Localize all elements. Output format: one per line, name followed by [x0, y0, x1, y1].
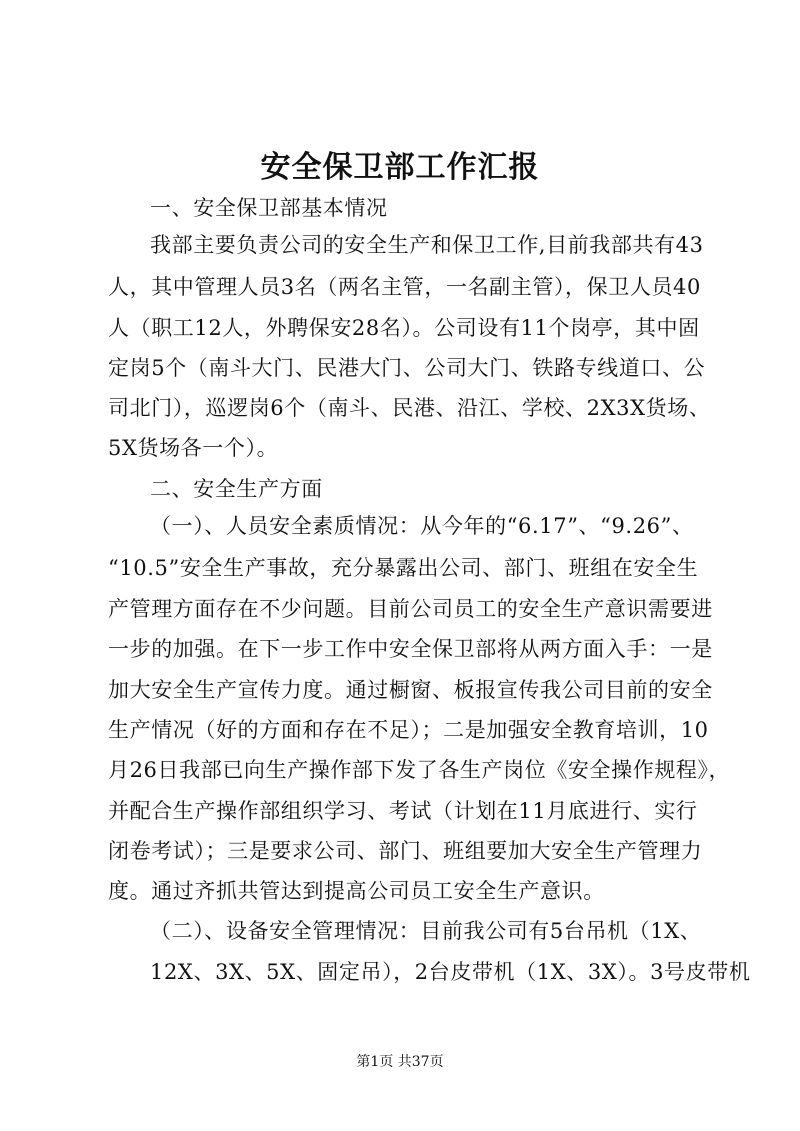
- paragraph-line: 我部主要负责公司的安全生产和保卫工作,目前我部共有43: [150, 233, 704, 257]
- paragraph-line: 12X、3X、5X、固定吊），2台皮带机（1X、3X）。3号皮带机: [150, 960, 751, 984]
- paragraph-line: 定岗5个（南斗大门、民港大门、公司大门、铁路专线道口、公: [108, 356, 706, 380]
- paragraph-line: 加大安全生产宣传力度。通过橱窗、板报宣传我公司目前的安全: [108, 678, 713, 702]
- paragraph-line: 5X货场各一个）。: [108, 436, 279, 460]
- section-heading-1: 一、安全保卫部基本情况: [150, 196, 388, 220]
- paragraph-line: 人（职工12人，外聘保安28名）。公司设有11个岗亭，其中固: [108, 316, 700, 340]
- paragraph-line: 生产情况（好的方面和存在不足）；二是加强安全教育培训，10: [108, 718, 709, 742]
- paragraph-line: （二）、设备安全管理情况：目前我公司有5台吊机（1X、: [150, 919, 702, 943]
- paragraph-line: （一）、人员安全素质情况：从今年的“6.17”、“9.26”、: [150, 514, 694, 538]
- paragraph-line: 月26日我部已向生产操作部下发了各生产岗位《安全操作规程》，: [108, 758, 731, 782]
- paragraph-line: 司北门），巡逻岗6个（南斗、民港、沿江、学校、2X3X货场、: [108, 396, 711, 420]
- paragraph-line: 人，其中管理人员3名（两名主管，一名副主管），保卫人员40: [108, 275, 701, 299]
- paragraph-line: 闭卷考试）；三是要求公司、部门、班组要加大安全生产管理力: [108, 839, 703, 863]
- paragraph-line: 产管理方面存在不少问题。目前公司员工的安全生产意识需要进: [108, 597, 713, 621]
- document-title: 安全保卫部工作汇报: [260, 150, 540, 185]
- paragraph-line: 并配合生产操作部组织学习、考试（计划在11月底进行、实行: [108, 799, 698, 823]
- section-heading-2: 二、安全生产方面: [150, 477, 323, 501]
- page-number: 第1页 共37页: [356, 1054, 444, 1070]
- paragraph-line: 一步的加强。在下一步工作中安全保卫部将从两方面入手：一是: [108, 637, 713, 661]
- paragraph-line: “10.5”安全生产事故，充分暴露出公司、部门、班组在安全生: [108, 556, 699, 580]
- paragraph-line: 度。通过齐抓共管达到提高公司员工安全生产意识。: [108, 879, 605, 903]
